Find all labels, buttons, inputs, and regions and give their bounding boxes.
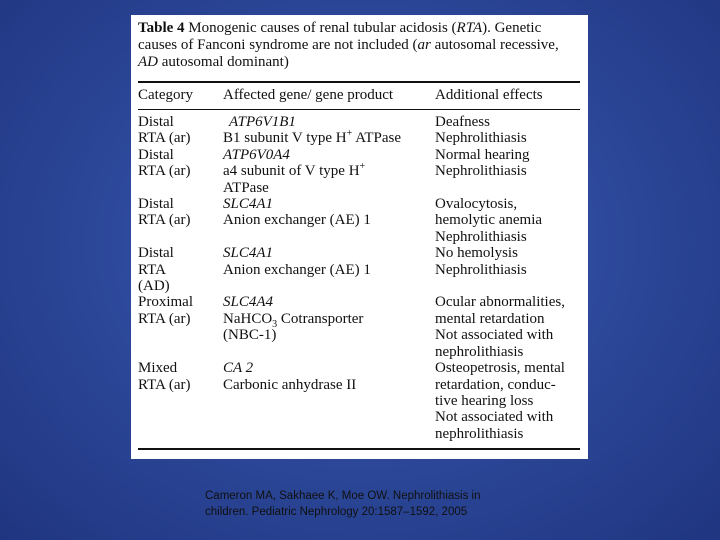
caption-abbr-ar: ar	[417, 37, 431, 53]
column-header-category: Category	[138, 87, 193, 103]
caption-text: Monogenic causes of renal tubular acidosis (	[184, 20, 457, 36]
table-label: Table 4	[138, 20, 185, 36]
effect-line: No hemolysis	[435, 245, 518, 262]
effect-line: Deafness	[435, 114, 490, 130]
effects-cell	[435, 294, 580, 360]
category-line: RTA (ar)	[138, 376, 191, 393]
gene-name: SLC4A4	[223, 294, 274, 311]
effects-cell	[435, 114, 580, 147]
effect-line: mental retardation	[435, 310, 545, 327]
gene-product: Carbonic anhydrase II	[223, 376, 357, 393]
gene-product: Anion exchanger (AE) 1	[223, 212, 371, 229]
effect-line: hemolytic anemia	[435, 212, 543, 229]
superscript: +	[346, 128, 353, 140]
effect-line: Not associated with	[435, 327, 554, 344]
gene-product-text: a4 subunit of V type H	[223, 163, 360, 180]
caption-text: ). Genetic causes of Fanconi syndrome are not included (	[138, 20, 542, 53]
gene-cell	[223, 196, 435, 245]
effect-line: Nephrolithiasis	[435, 163, 527, 180]
category-cell	[138, 360, 223, 442]
gene-name: SLC4A1	[223, 196, 274, 213]
category-line: RTA	[138, 261, 166, 278]
gene-product: Anion exchanger (AE) 1	[223, 261, 371, 278]
category-cell	[138, 147, 223, 196]
effect-line: Ocular abnormalities,	[435, 294, 565, 311]
table-figure	[131, 15, 588, 459]
caption-text: autosomal dominant)	[158, 54, 289, 70]
gene-product-text: (NBC-1)	[223, 327, 277, 344]
table-row	[138, 245, 580, 294]
column-header-effects: Additional effects	[435, 87, 543, 103]
gene-cell	[223, 294, 435, 360]
gene-product-text: ATPase	[223, 179, 269, 196]
category-cell	[138, 294, 223, 360]
table-row	[138, 294, 580, 360]
gene-product-text: Cotransporter	[277, 310, 364, 327]
category-line: (AD)	[138, 278, 170, 295]
category-line: RTA (ar)	[138, 212, 191, 229]
category-line: Distal	[138, 146, 174, 163]
effect-line: Not associated with	[435, 409, 554, 426]
citation-line: children. Pediatric Nephrology 20:1587–1592, 2005	[205, 506, 468, 518]
table-row	[138, 360, 580, 442]
caption-text: autosomal recessive,	[430, 37, 559, 53]
citation-line: Cameron MA, Sakhaee K, Moe OW. Nephrolithiasis in	[205, 490, 481, 502]
effect-line: Osteopetrosis, mental	[435, 360, 565, 377]
category-line: RTA (ar)	[138, 130, 191, 147]
bottom-rule	[138, 448, 580, 450]
gene-product-text: ATPase	[352, 130, 402, 147]
effect-line: Normal hearing	[435, 146, 530, 163]
effect-line: nephrolithiasis	[435, 425, 524, 442]
category-line: Proximal	[138, 294, 193, 311]
column-header-gene: Affected gene/ gene product	[223, 87, 394, 103]
effect-line: retardation, conduc-	[435, 376, 556, 393]
gene-name: ATP6V0A4	[223, 146, 290, 163]
category-line: RTA (ar)	[138, 310, 191, 327]
gene-product-text: NaHCO	[223, 310, 273, 327]
effect-line: nephrolithiasis	[435, 343, 524, 360]
category-cell	[138, 114, 223, 147]
effects-cell	[435, 147, 580, 196]
category-line: Mixed	[138, 360, 178, 377]
caption-abbr-ad: AD	[138, 54, 158, 70]
table-row	[138, 147, 580, 196]
subscript: 3	[272, 318, 278, 330]
effect-line: Nephrolithiasis	[435, 261, 527, 278]
gene-product-text: B1 subunit V type H	[223, 130, 347, 147]
category-line: Distal	[138, 245, 174, 262]
table-body	[138, 110, 580, 442]
gene-cell	[223, 360, 435, 442]
effect-line: Ovalocytosis,	[435, 196, 518, 213]
effect-line: tive hearing loss	[435, 392, 534, 409]
category-line: Distal	[138, 196, 174, 213]
effects-cell	[435, 360, 580, 442]
gene-cell	[223, 245, 435, 294]
table-header-row	[138, 83, 580, 109]
effect-line: Nephrolithiasis	[435, 228, 527, 245]
effects-cell	[435, 245, 580, 294]
gene-name: ATP6V1B1	[229, 114, 296, 130]
citation	[205, 488, 535, 520]
table-row	[138, 114, 580, 147]
effects-cell	[435, 196, 580, 245]
category-line: RTA (ar)	[138, 163, 191, 180]
gene-name: SLC4A1	[223, 245, 274, 262]
caption-abbr-rta: RTA	[456, 20, 483, 36]
table-row	[138, 196, 580, 245]
gene-cell	[223, 114, 435, 147]
gene-name: CA 2	[223, 360, 254, 377]
category-line: Distal	[138, 114, 174, 130]
effect-line: Nephrolithiasis	[435, 130, 527, 147]
superscript: +	[359, 161, 366, 173]
table-caption	[138, 20, 580, 71]
gene-cell	[223, 147, 435, 196]
category-cell	[138, 196, 223, 245]
gene-product	[223, 163, 435, 179]
gene-product	[223, 310, 435, 330]
category-cell	[138, 245, 223, 294]
gene-product	[223, 130, 435, 146]
